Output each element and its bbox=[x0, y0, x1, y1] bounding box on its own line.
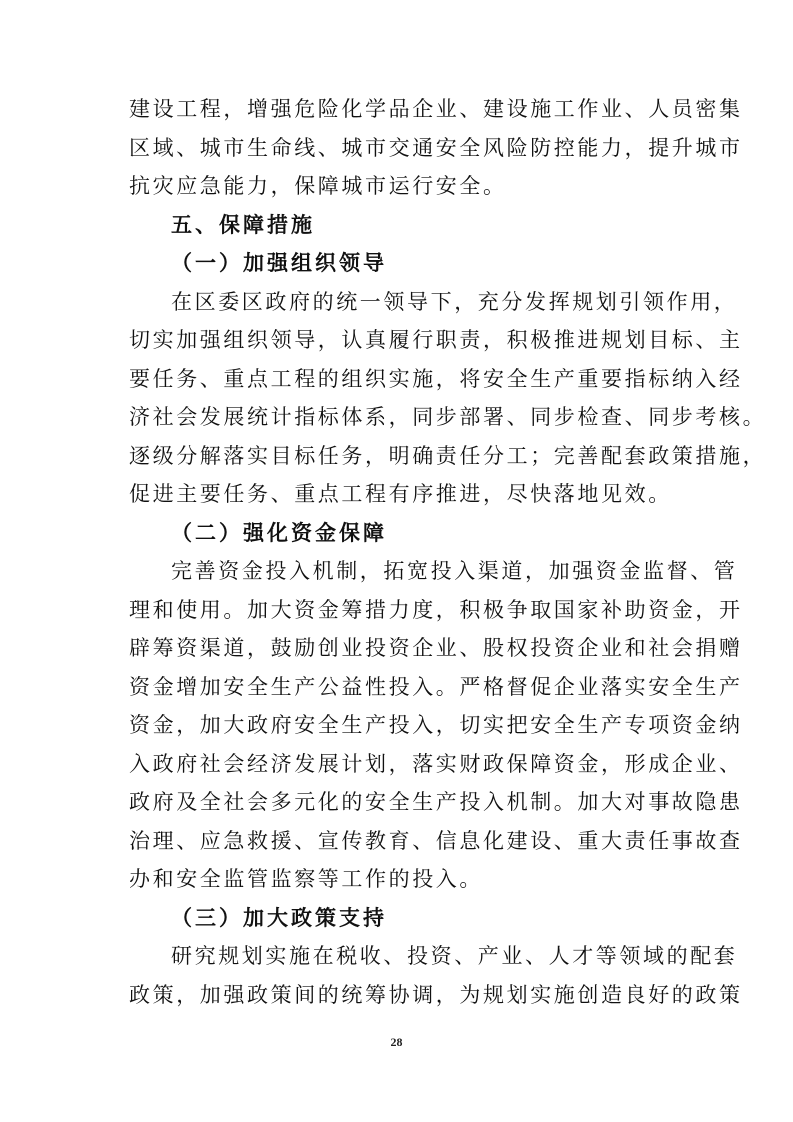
text-line: 在区委区政府的统一领导下，充分发挥规划引领作用， bbox=[171, 289, 738, 314]
text-line: 建设工程，增强危险化学品企业、建设施工作业、人员密集 bbox=[129, 97, 743, 121]
text-line: 办和安全监管监察等工作的投入。 bbox=[129, 867, 483, 891]
text-line: 切实加强组织领导，认真履行职责，积极推进规划目标、主 bbox=[129, 328, 743, 352]
text-line: 辟筹资渠道，鼓励创业投资企业、股权投资企业和社会捐赠 bbox=[129, 636, 743, 660]
page-number: 28 bbox=[390, 1035, 403, 1049]
text-line: （一）加强组织领导 bbox=[171, 250, 387, 275]
text-line: 治理、应急救援、宣传教育、信息化建设、重大责任事故查 bbox=[129, 828, 743, 853]
text-line: 理和使用。加大资金筹措力度，积极争取国家补助资金，开 bbox=[129, 597, 743, 622]
text-line: （二）强化资金保障 bbox=[171, 519, 387, 545]
text-line: 促进主要任务、重点工程有序推进，尽快落地见效。 bbox=[129, 482, 672, 506]
text-line: 要任务、重点工程的组织实施，将安全生产重要指标纳入经 bbox=[129, 366, 743, 391]
text-line: 抗灾应急能力，保障城市运行安全。 bbox=[129, 174, 507, 198]
text-line: 五、保障措施 bbox=[171, 212, 315, 237]
text-line: 资金增加安全生产公益性投入。严格督促企业落实安全生产 bbox=[129, 674, 743, 699]
text-line: （三）加大政策支持 bbox=[171, 904, 387, 930]
text-line: 政策，加强政策间的统筹协调，为规划实施创造良好的政策 bbox=[129, 982, 743, 1007]
text-line: 资金，加大政府安全生产投入，切实把安全生产专项资金纳 bbox=[129, 713, 743, 737]
text-line: 济社会发展统计指标体系，同步部署、同步检查、同步考核。 bbox=[129, 405, 767, 429]
text-line: 完善资金投入机制，拓宽投入渠道，加强资金监督、管 bbox=[171, 559, 738, 583]
text-line: 逐级分解落实目标任务，明确责任分工；完善配套政策措施， bbox=[129, 443, 767, 468]
text-line: 区域、城市生命线、城市交通安全风险防控能力，提升城市 bbox=[129, 135, 743, 160]
text-line: 入政府社会经济发展计划，落实财政保障资金，形成企业、 bbox=[129, 751, 743, 776]
text-line: 研究规划实施在税收、投资、产业、人才等领域的配套 bbox=[171, 944, 738, 968]
text-line: 政府及全社会多元化的安全生产投入机制。加大对事故隐患 bbox=[129, 790, 743, 814]
body-text bbox=[129, 90, 767, 1014]
